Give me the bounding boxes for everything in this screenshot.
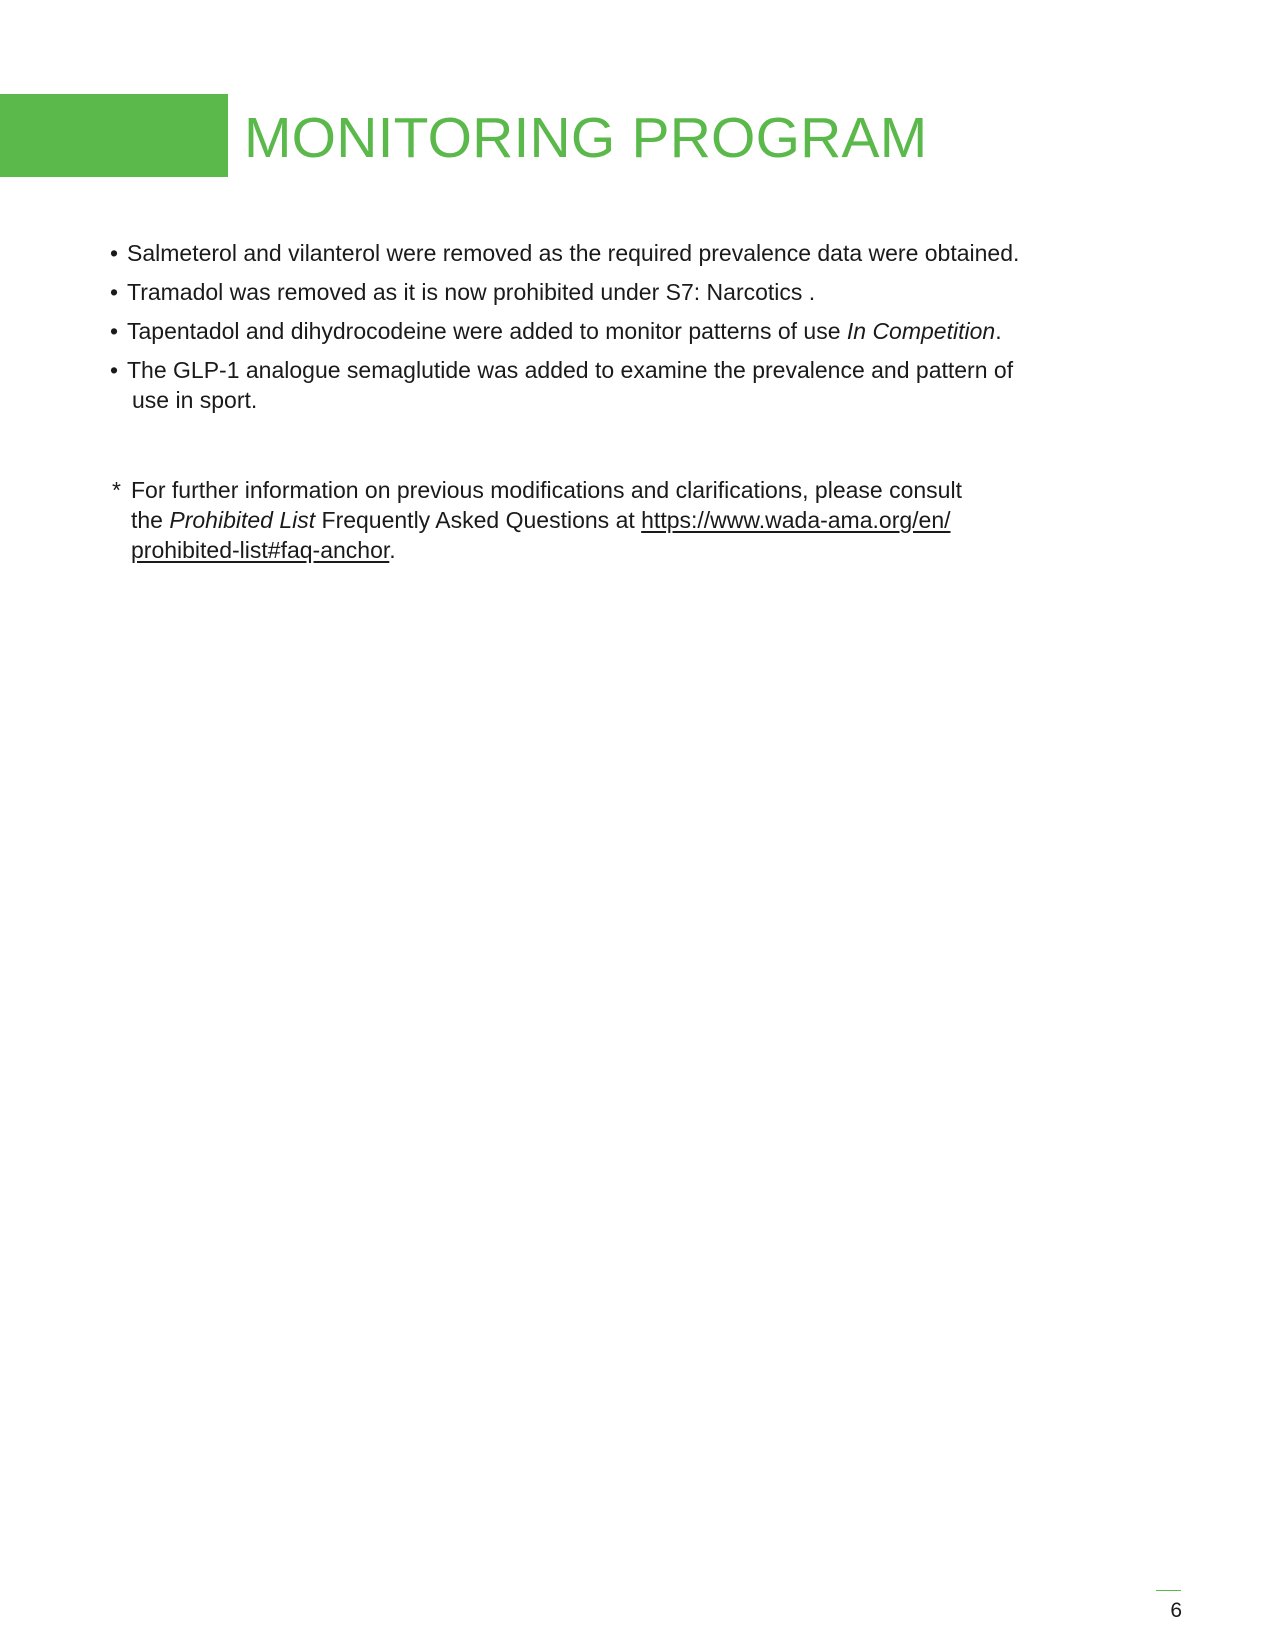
list-item-text-continued: use in sport. <box>132 387 258 413</box>
list-item <box>110 355 1170 415</box>
footnote-body <box>112 475 1112 565</box>
list-item-punctuation: . <box>995 318 1002 344</box>
header-accent-bar <box>0 94 228 177</box>
page-number: 6 <box>1170 1599 1182 1622</box>
bullet-icon: • <box>110 240 119 266</box>
bullet-icon: • <box>110 279 119 305</box>
footnote-text-continued: Frequently Asked Questions at <box>315 507 642 533</box>
change-list <box>110 238 1170 424</box>
footnote-text: For further information on previous modifications and clarifications, please consult <box>131 477 962 503</box>
footnote-marker: * <box>112 477 121 503</box>
bullet-icon: • <box>110 357 119 383</box>
list-item <box>110 316 1170 346</box>
list-item-text: Tramadol was removed as it is now prohibited under S7: Narcotics . <box>127 279 816 305</box>
list-item-text: The GLP-1 analogue semaglutide was added to examine the prevalence and pattern of <box>127 357 1014 383</box>
page-title: MONITORING PROGRAM <box>244 106 928 170</box>
page-number-rule <box>1156 1590 1181 1591</box>
list-item-text: Tapentadol and dihydrocodeine were added to monitor patterns of use <box>127 318 847 344</box>
bullet-icon: • <box>110 318 119 344</box>
footnote-emphasis: Prohibited List <box>169 507 316 533</box>
footnote-punctuation: . <box>389 537 396 563</box>
list-item-emphasis: In Competition <box>846 318 996 344</box>
footnote-text-the: the <box>131 507 170 533</box>
list-item-text: Salmeterol and vilanterol were removed as the required prevalence data were obtained. <box>127 240 1020 266</box>
faq-link-part-1[interactable]: https://www.wada-ama.org/en/ <box>641 507 951 533</box>
footnote <box>112 475 1112 565</box>
faq-link-part-2[interactable]: prohibited-list#faq-anchor <box>131 537 390 563</box>
list-item <box>110 238 1170 268</box>
list-item <box>110 277 1170 307</box>
